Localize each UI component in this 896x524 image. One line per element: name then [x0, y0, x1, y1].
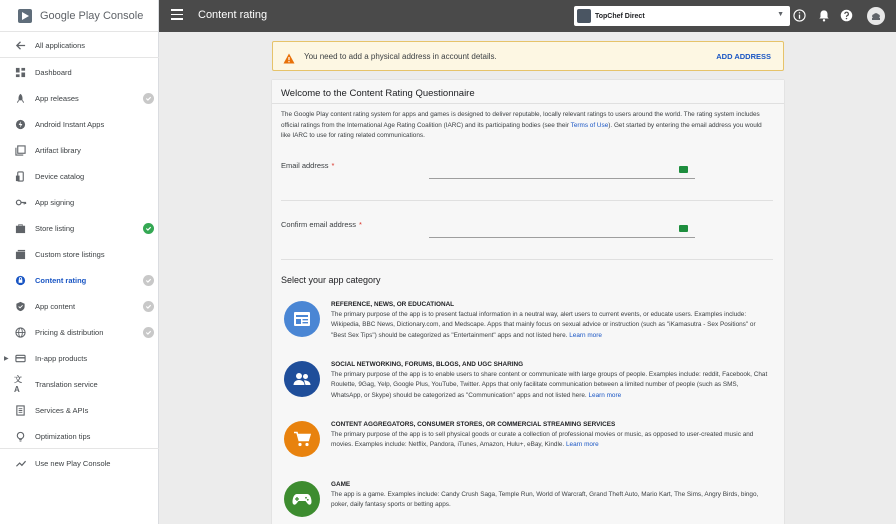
sidebar-item-label: Optimization tips: [35, 431, 91, 441]
sidebar-item-use-new-play-console[interactable]: [0, 451, 159, 475]
status-check-icon: [143, 327, 154, 338]
questionnaire-title: Welcome to the Content Rating Questionnaire: [281, 88, 475, 99]
category-section-title: Select your app category: [281, 275, 381, 285]
category-title: CONTENT AGGREGATORS, CONSUMER STORES, OR COMMERCIAL STREAMING SERVICES: [331, 421, 616, 428]
card-icon: [14, 352, 27, 365]
autofill-icon[interactable]: [679, 225, 688, 232]
sidebar-item-translation-service[interactable]: [0, 372, 159, 396]
dashboard-icon: [14, 66, 27, 79]
sidebar-item-optimization-tips[interactable]: [0, 424, 159, 448]
sidebar-item-store-listing[interactable]: [0, 216, 159, 240]
api-icon: [14, 404, 27, 417]
sidebar-item-custom-store-listings[interactable]: [0, 242, 159, 266]
app-selector[interactable]: [574, 6, 790, 26]
globe-icon: [14, 326, 27, 339]
confirm-email-label-text: Confirm email address: [281, 220, 357, 229]
people-icon: [284, 361, 320, 397]
library-icon: [14, 144, 27, 157]
address-warning-banner: [272, 41, 784, 71]
rating-icon: [14, 274, 27, 287]
sidebar-item-label: All applications: [35, 40, 86, 50]
intro-text-part: The Google Play content rating system for apps and games is designed to deliver reputable, locally relevant ratings to users around the world. The rating system includes official ratings from the International Age Rating Coalition (IARC) and its participating bodies (see their: [281, 111, 760, 129]
category-description: [331, 310, 771, 341]
required-marker: *: [331, 161, 335, 170]
field-divider: [281, 200, 773, 201]
sidebar-item-all-applications[interactable]: [0, 33, 159, 57]
instant-icon: [14, 118, 27, 131]
sidebar-divider: [0, 448, 159, 449]
email-field[interactable]: [429, 167, 695, 179]
shield-icon: [14, 300, 27, 313]
field-divider: [281, 259, 773, 260]
sidebar-item-label: Custom store listings: [35, 249, 105, 259]
card-divider: [272, 103, 784, 104]
status-check-icon: [143, 223, 154, 234]
arrow-back-icon: [14, 39, 27, 52]
sidebar-item-content-rating[interactable]: [0, 268, 159, 292]
brand-header[interactable]: [0, 0, 158, 32]
category-description-text: The primary purpose of the app is to enable users to share content or communicate with large groups of people. Examples include: reddit, Facebook, Chat Roulette, 9Gag, Yelp, Google Plus, YouTube, Twitter. Apps that only facilitate communication between a limited number of people (such as SMS, WhatsApp, or Skype) should be categorized as "Communication" apps and not listed here.: [331, 371, 768, 399]
notifications-bell-icon[interactable]: [817, 9, 830, 22]
add-address-button[interactable]: ADD ADDRESS: [716, 52, 771, 61]
category-description: [331, 370, 771, 401]
learn-more-link[interactable]: Learn more: [569, 331, 602, 339]
category-title: SOCIAL NETWORKING, FORUMS, BLOGS, AND UGC SHARING: [331, 361, 524, 368]
play-console-logo-icon: [16, 7, 34, 25]
sidebar-item-label: In-app products: [35, 353, 88, 363]
sidebar-item-label: Device catalog: [35, 171, 85, 181]
learn-more-link[interactable]: Learn more: [565, 441, 599, 449]
questionnaire-card: [272, 80, 784, 524]
sidebar-item-app-releases[interactable]: [0, 86, 159, 110]
category-title: REFERENCE, NEWS, OR EDUCATIONAL: [331, 301, 455, 308]
custom-store-icon: [14, 248, 27, 261]
sidebar-item-app-signing[interactable]: [0, 190, 159, 214]
newspaper-icon: [284, 301, 320, 337]
bulb-icon: [14, 430, 27, 443]
sidebar-item-label: Services & APIs: [35, 405, 89, 415]
intro-text-part: ). Get started by entering the email address you would like IARC to use for rating related communications.: [281, 121, 762, 140]
store-icon: [14, 222, 27, 235]
sidebar: [0, 0, 159, 524]
warning-icon: [283, 51, 295, 62]
sidebar-item-label: Android Instant Apps: [35, 119, 105, 129]
sidebar-divider: [0, 57, 159, 58]
terms-of-use-link[interactable]: Terms of Use: [570, 121, 609, 129]
autofill-icon[interactable]: [679, 166, 688, 173]
sidebar-item-services-apis[interactable]: [0, 398, 159, 422]
category-description-text: The primary purpose of the app is to sell physical goods or curate a collection of professional movies or music, as opposed to user-created music and movies. Examples include: Netflix, Pandora, iTunes, Amazon, Hulu+, eBay, Kindle.: [331, 431, 754, 449]
email-label-text: Email address: [281, 161, 329, 170]
page-title: Content rating: [198, 9, 268, 21]
category-description-text: The primary purpose of the app is to present factual information in a neutral way, alert users to current events, or educate users. Examples include: Wikipedia, BBC News, Dictionary.com, and Medscape. Apps that mainly focus on sexual advice or instruction (such as "iKamasutra - Sex Positions" or "Best Sex Tips") should be categorized as "Entertainment" apps and not listed here.: [331, 311, 756, 339]
sidebar-item-label: Translation service: [35, 379, 98, 389]
required-marker: *: [359, 220, 362, 229]
sidebar-item-label: App releases: [35, 93, 79, 103]
sidebar-item-in-app-products[interactable]: [0, 346, 159, 370]
rocket-icon: [14, 92, 27, 105]
menu-icon[interactable]: [171, 9, 183, 21]
app-name: TopChef Direct: [595, 12, 645, 20]
sidebar-item-dashboard[interactable]: [0, 60, 159, 84]
intro-text: [281, 110, 773, 142]
sidebar-item-label: App content: [35, 301, 76, 311]
sidebar-item-label: Dashboard: [35, 67, 72, 77]
status-check-icon: [143, 275, 154, 286]
key-icon: [14, 196, 27, 209]
expand-arrow-icon[interactable]: ▶: [4, 355, 9, 362]
help-icon[interactable]: [840, 9, 853, 22]
category-description: [331, 490, 771, 511]
sidebar-item-pricing-distribution[interactable]: [0, 320, 159, 344]
sidebar-item-label: Artifact library: [35, 145, 81, 155]
translate-icon: 文A: [14, 375, 22, 394]
sidebar-item-app-content[interactable]: [0, 294, 159, 318]
category-description: [331, 430, 771, 451]
status-check-icon: [143, 301, 154, 312]
sidebar-item-label: Store listing: [35, 223, 75, 233]
sidebar-item-android-instant-apps[interactable]: [0, 112, 159, 136]
sidebar-item-label: Pricing & distribution: [35, 327, 104, 337]
email-label: [281, 161, 334, 170]
sidebar-item-label: Content rating: [35, 275, 87, 285]
category-description-text: The app is a game. Examples include: Candy Crush Saga, Temple Run, World of Warcraft, Grand Theft Auto, Mario Kart, The Sims, Angry Birds, bingo, poker, daily fantasy sports or betting apps.: [331, 491, 759, 509]
sidebar-item-label: Use new Play Console: [35, 458, 111, 468]
top-bar: [159, 0, 896, 32]
cart-icon: [284, 421, 320, 457]
info-icon[interactable]: [793, 9, 806, 22]
learn-more-link[interactable]: Learn more: [588, 391, 622, 399]
category-title: GAME: [331, 481, 351, 488]
status-check-icon: [143, 93, 154, 104]
warning-text: You need to add a physical address in account details.: [304, 52, 497, 61]
gamepad-icon: [284, 481, 320, 517]
chevron-down-icon: ▼: [777, 11, 784, 18]
brand-name: Google Play Console: [40, 9, 144, 22]
trend-icon: [14, 457, 27, 470]
sidebar-item-device-catalog[interactable]: [0, 164, 159, 188]
sidebar-item-artifact-library[interactable]: [0, 138, 159, 162]
app-icon: [577, 9, 591, 23]
confirm-email-field[interactable]: [429, 226, 695, 238]
sidebar-item-label: App signing: [35, 197, 75, 207]
avatar[interactable]: [867, 7, 885, 25]
device-icon: [14, 170, 27, 183]
confirm-email-label: [281, 220, 362, 229]
